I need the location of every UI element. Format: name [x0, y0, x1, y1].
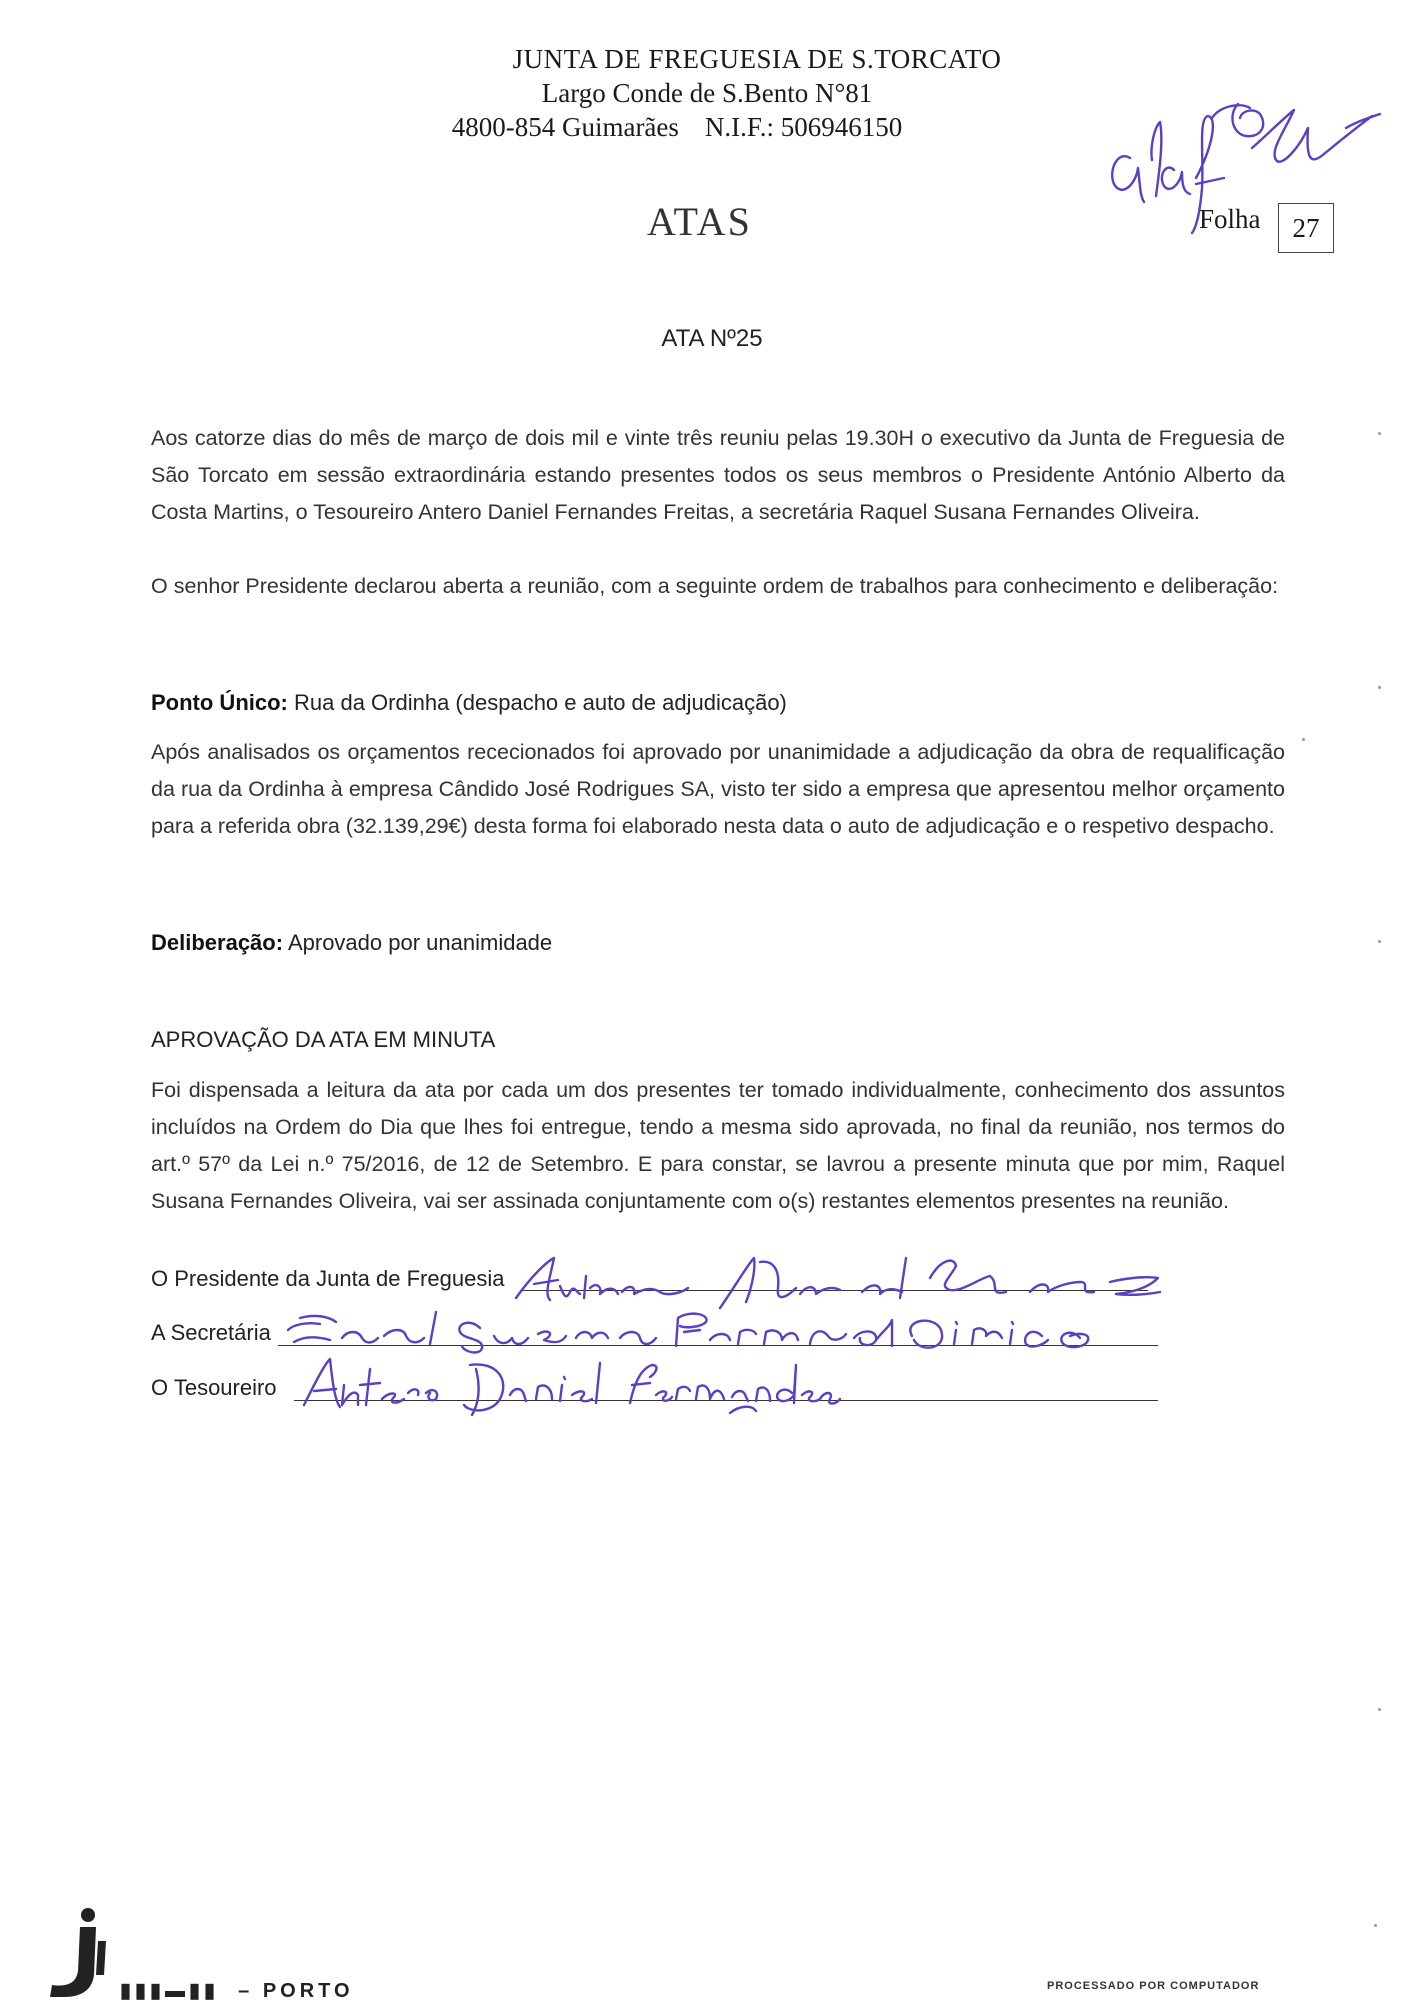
printer-location: ▮▮▮▬▮▮ – PORTO: [120, 1980, 354, 2002]
scan-speck: [1378, 1708, 1381, 1711]
aprovacao-text: Foi dispensada a leitura da ata por cada um dos presentes ter tomado individualmente, conhecimento dos assuntos incluídos na Ordem do Dia que lhes foi entregue, tendo a mesma sido aprovada, no final da reunião, nos termos do art.º 57º da Lei n.º 75/2016, de 12 de Setembro. E para constar, se lavrou a presente minuta que por mim, Raquel Susana Fernandes Oliveira, vai ser assinada conjuntamente com o(s) restantes elementos presentes na reunião.: [151, 1078, 1285, 1213]
tesoureiro-label: O Tesoureiro: [151, 1375, 277, 1400]
tesoureiro-signature: [300, 1355, 880, 1425]
org-name: JUNTA DE FREGUESIA DE S.TORCATO: [512, 44, 1002, 74]
secretaria-label: A Secretária: [151, 1320, 271, 1345]
order-of-business-paragraph: O senhor Presidente declarou aberta a reunião, com a seguinte ordem de trabalhos para conhecimento e deliberação:: [151, 574, 1279, 598]
org-address: Largo Conde de S.Bento N°81: [541, 78, 873, 108]
ponto-unico-text: Após analisados os orçamentos rececionados foi aprovado por unanimidade a adjudicação da obra de requalificação da rua da Ordinha à empresa Cândido José Rodrigues SA, visto ter sido a empresa que apresentou melhor orçamento para a referida obra (32.139,29€) desta forma foi elaborado nesta data o auto de adjudicação e o respetivo despacho.: [151, 740, 1285, 838]
scan-speck: [1378, 432, 1381, 435]
presidente-label: O Presidente da Junta de Freguesia: [151, 1266, 505, 1291]
ponto-unico-heading: [151, 690, 787, 716]
deliberacao-text: Aprovado por unanimidade: [283, 930, 553, 955]
opening-paragraph: Aos catorze dias do mês de março de dois mil e vinte três reuniu pelas 19.30H o executivo da Junta de Freguesia de São Torcato em sessão extraordinária estando presentes todos os seus membros o Presidente António Alberto da Costa Martins, o Tesoureiro Antero Daniel Fernandes Freitas, a secretária Raquel Susana Fernandes Oliveira.: [151, 426, 1285, 524]
printer-logo: [40, 1905, 120, 2000]
sheet-label: Folha: [1199, 204, 1261, 234]
aprovacao-heading: APROVAÇÃO DA ATA EM MINUTA: [151, 1027, 496, 1052]
book-title: ATAS: [647, 199, 752, 244]
ponto-unico-label: Ponto Único:: [151, 690, 288, 715]
org-city: 4800-854 Guimarães: [451, 112, 679, 142]
ata-title: ATA Nº25: [661, 325, 763, 352]
scan-speck: [1374, 1924, 1377, 1927]
scan-speck: [1378, 686, 1381, 689]
sheet-number: 27: [1278, 203, 1334, 253]
deliberacao-label: Deliberação:: [151, 930, 284, 955]
scan-speck: [1378, 940, 1381, 943]
ponto-unico-title: Rua da Ordinha (despacho e auto de adjudicação): [287, 690, 787, 715]
org-nif: N.I.F.: 506946150: [704, 112, 903, 142]
scan-speck: [1302, 738, 1305, 741]
secretaria-signature: [280, 1300, 1100, 1360]
deliberacao-line: [151, 930, 552, 956]
processed-by-computer: PROCESSADO POR COMPUTADOR: [1047, 1980, 1260, 1992]
printer-city: PORTO: [262, 1980, 354, 2002]
